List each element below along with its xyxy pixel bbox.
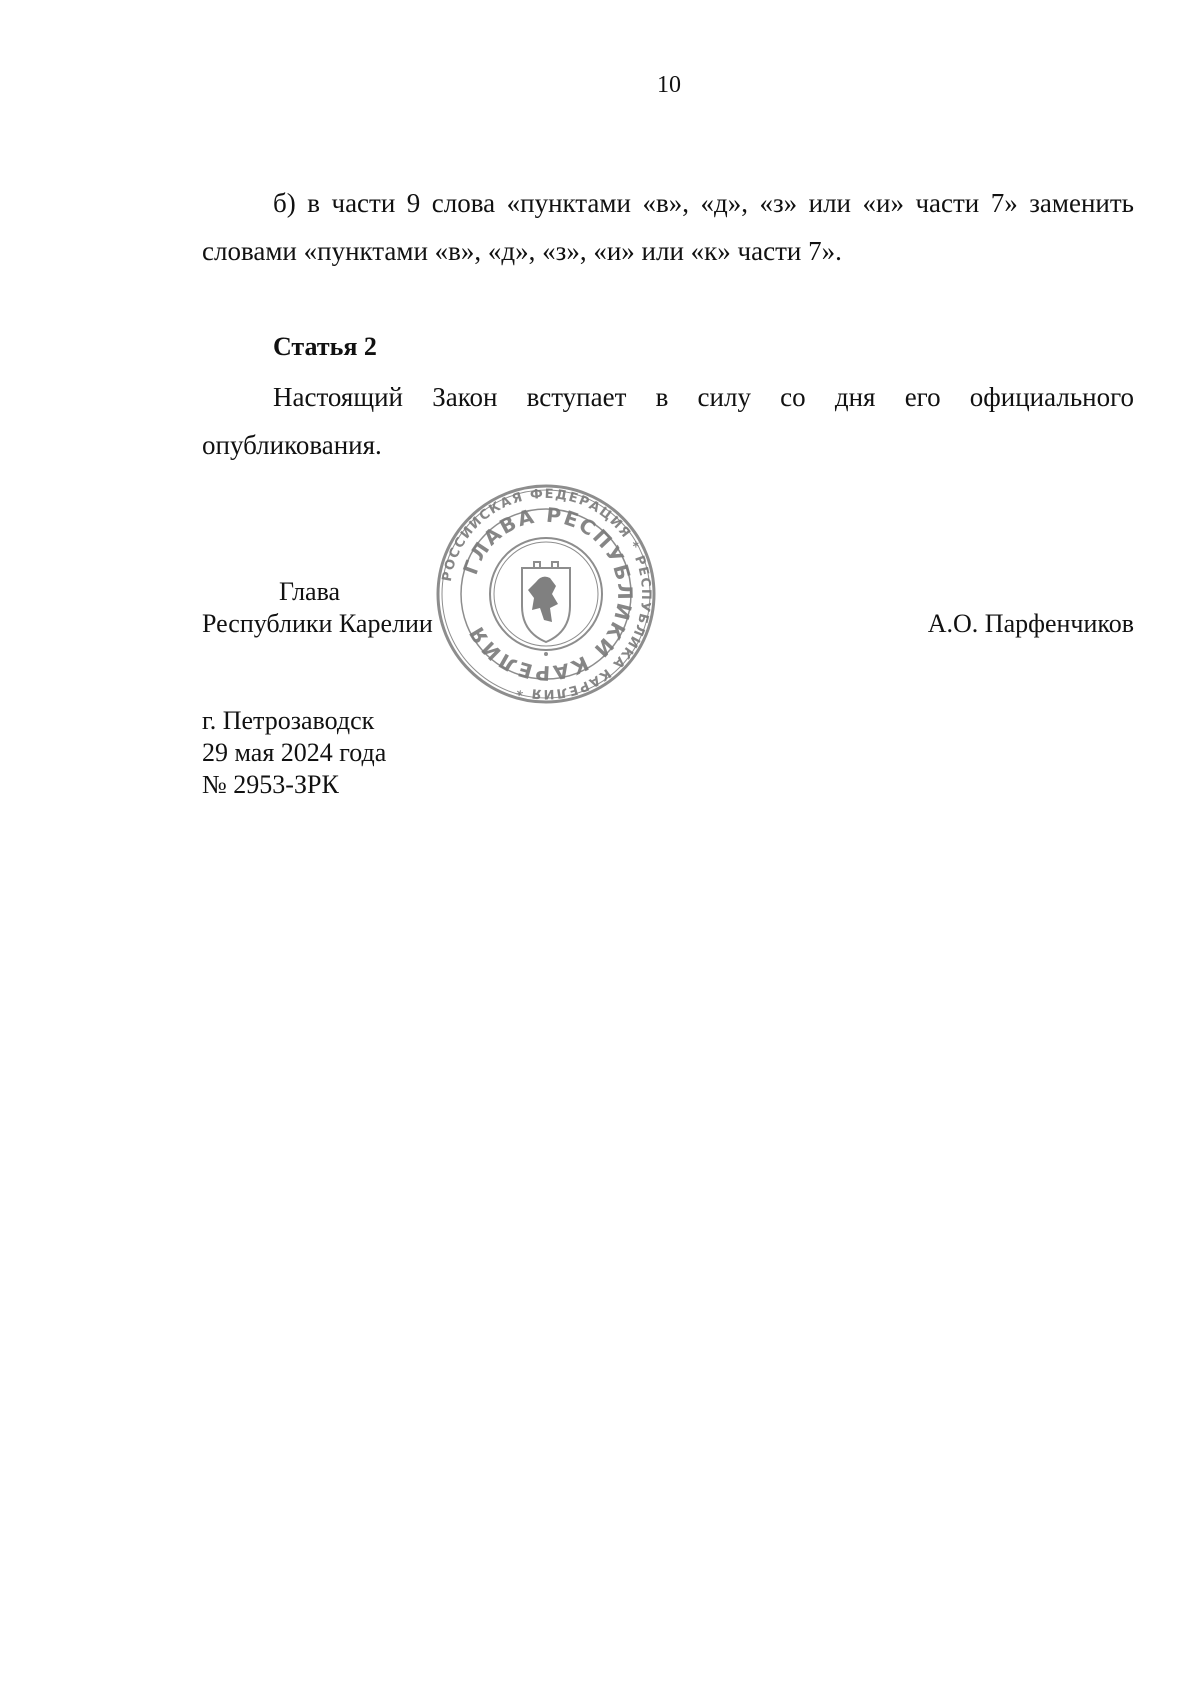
law-number: № 2953-ЗРК xyxy=(202,770,339,799)
signing-date: 29 мая 2024 года xyxy=(202,738,387,767)
article-heading: Статья 2 xyxy=(273,332,377,361)
official-seal-stamp xyxy=(434,482,658,706)
city: г. Петрозаводск xyxy=(202,706,375,735)
signatory-name: А.О. Парфенчиков xyxy=(927,609,1134,638)
place-date-block xyxy=(202,705,386,801)
signatory-title: Глава xyxy=(279,577,341,606)
page-number: 10 xyxy=(657,72,681,98)
amendment-paragraph: б) в части 9 слова «пунктами «в», «д», «з» или «и» части 7» заменить словами «пунктами «в», «д», «з», «и» или «к» части 7». xyxy=(202,188,1134,266)
seal-outer-text: РОССИЙСКАЯ ФЕДЕРАЦИЯ * РЕСПУБЛИКА КАРЕЛИЯ * xyxy=(439,486,654,702)
article-text: Настоящий Закон вступает в силу со дня его официального опубликования. xyxy=(202,382,1134,460)
seal-inner-text: ГЛАВА РЕСПУБЛИКИ КАРЕЛИЯ xyxy=(458,502,638,686)
coat-of-arms-icon xyxy=(522,562,570,656)
signatory-region: Республики Карелии xyxy=(202,609,433,638)
